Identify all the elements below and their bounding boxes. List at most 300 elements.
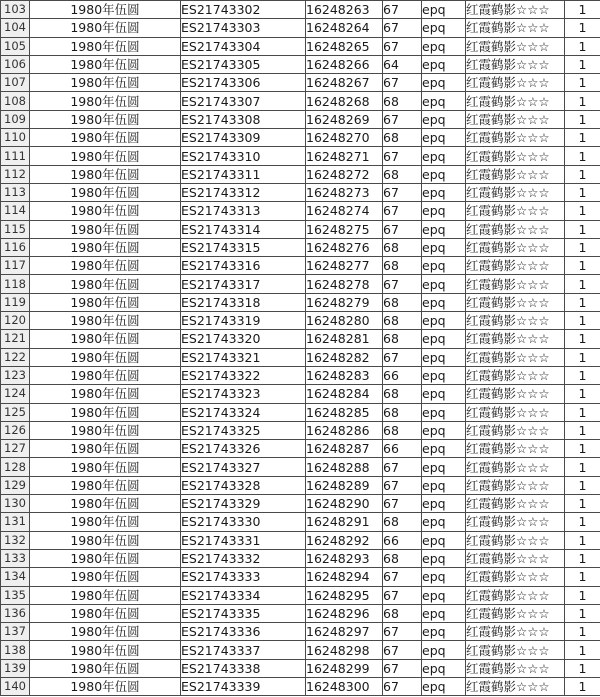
title-cell[interactable]: 1980年伍圆 [30,421,181,439]
quantity-cell[interactable]: 1 [565,92,600,110]
serial-cell[interactable]: 16248266 [306,55,383,73]
grade-cell[interactable]: 67 [383,641,422,659]
star-label-cell[interactable]: 红霞鹤影☆☆☆ [466,293,565,311]
title-cell[interactable]: 1980年伍圆 [30,586,181,604]
quantity-cell[interactable]: 1 [565,37,600,55]
quantity-cell[interactable]: 1 [565,183,600,201]
grade-cell[interactable]: 67 [383,202,422,220]
grade-cell[interactable]: 67 [383,19,422,37]
title-cell[interactable]: 1980年伍圆 [30,183,181,201]
label-cell[interactable]: epq [422,623,466,641]
grade-cell[interactable]: 68 [383,165,422,183]
label-cell[interactable]: epq [422,74,466,92]
serial-cell[interactable]: 16248298 [306,641,383,659]
label-cell[interactable]: epq [422,129,466,147]
title-cell[interactable]: 1980年伍圆 [30,19,181,37]
label-cell[interactable]: epq [422,476,466,494]
grade-cell[interactable]: 67 [383,275,422,293]
quantity-cell[interactable]: 1 [565,129,600,147]
grade-cell[interactable]: 66 [383,366,422,384]
title-cell[interactable]: 1980年伍圆 [30,147,181,165]
label-cell[interactable]: epq [422,147,466,165]
serial-cell[interactable]: 16248282 [306,348,383,366]
label-cell[interactable]: epq [422,220,466,238]
row-number-cell[interactable]: 109 [1,110,30,128]
row-number-cell[interactable]: 131 [1,513,30,531]
serial-cell[interactable]: 16248288 [306,458,383,476]
code-cell[interactable]: ES21743321 [181,348,306,366]
code-cell[interactable]: ES21743318 [181,293,306,311]
title-cell[interactable]: 1980年伍圆 [30,293,181,311]
code-cell[interactable]: ES21743316 [181,257,306,275]
row-number-cell[interactable]: 121 [1,330,30,348]
quantity-cell[interactable]: 1 [565,623,600,641]
serial-cell[interactable]: 16248269 [306,110,383,128]
serial-cell[interactable]: 16248293 [306,549,383,567]
quantity-cell[interactable]: 1 [565,677,600,695]
grade-cell[interactable]: 67 [383,586,422,604]
grade-cell[interactable]: 68 [383,403,422,421]
serial-cell[interactable]: 16248292 [306,531,383,549]
grade-cell[interactable]: 68 [383,238,422,256]
row-number-cell[interactable]: 126 [1,421,30,439]
label-cell[interactable]: epq [422,183,466,201]
row-number-cell[interactable]: 139 [1,659,30,677]
row-number-cell[interactable]: 105 [1,37,30,55]
quantity-cell[interactable]: 1 [565,385,600,403]
grade-cell[interactable]: 67 [383,37,422,55]
star-label-cell[interactable]: 红霞鹤影☆☆☆ [466,19,565,37]
label-cell[interactable]: epq [422,495,466,513]
quantity-cell[interactable]: 1 [565,440,600,458]
label-cell[interactable]: epq [422,275,466,293]
grade-cell[interactable]: 67 [383,458,422,476]
star-label-cell[interactable]: 红霞鹤影☆☆☆ [466,458,565,476]
label-cell[interactable]: epq [422,37,466,55]
quantity-cell[interactable]: 1 [565,74,600,92]
grade-cell[interactable]: 67 [383,110,422,128]
serial-cell[interactable]: 16248264 [306,19,383,37]
grade-cell[interactable]: 67 [383,348,422,366]
title-cell[interactable]: 1980年伍圆 [30,1,181,19]
quantity-cell[interactable]: 1 [565,19,600,37]
label-cell[interactable]: epq [422,19,466,37]
grade-cell[interactable]: 67 [383,677,422,695]
title-cell[interactable]: 1980年伍圆 [30,641,181,659]
star-label-cell[interactable]: 红霞鹤影☆☆☆ [466,586,565,604]
title-cell[interactable]: 1980年伍圆 [30,92,181,110]
label-cell[interactable]: epq [422,330,466,348]
quantity-cell[interactable]: 1 [565,568,600,586]
title-cell[interactable]: 1980年伍圆 [30,257,181,275]
quantity-cell[interactable]: 1 [565,586,600,604]
label-cell[interactable]: epq [422,586,466,604]
label-cell[interactable]: epq [422,55,466,73]
code-cell[interactable]: ES21743320 [181,330,306,348]
serial-cell[interactable]: 16248278 [306,275,383,293]
quantity-cell[interactable]: 1 [565,659,600,677]
row-number-cell[interactable]: 133 [1,549,30,567]
star-label-cell[interactable]: 红霞鹤影☆☆☆ [466,385,565,403]
row-number-cell[interactable]: 114 [1,202,30,220]
title-cell[interactable]: 1980年伍圆 [30,37,181,55]
title-cell[interactable]: 1980年伍圆 [30,531,181,549]
serial-cell[interactable]: 16248280 [306,312,383,330]
quantity-cell[interactable]: 1 [565,293,600,311]
title-cell[interactable]: 1980年伍圆 [30,458,181,476]
serial-cell[interactable]: 16248277 [306,257,383,275]
title-cell[interactable]: 1980年伍圆 [30,129,181,147]
star-label-cell[interactable]: 红霞鹤影☆☆☆ [466,641,565,659]
star-label-cell[interactable]: 红霞鹤影☆☆☆ [466,623,565,641]
serial-cell[interactable]: 16248263 [306,1,383,19]
grade-cell[interactable]: 68 [383,129,422,147]
code-cell[interactable]: ES21743331 [181,531,306,549]
star-label-cell[interactable]: 红霞鹤影☆☆☆ [466,147,565,165]
title-cell[interactable]: 1980年伍圆 [30,275,181,293]
grade-cell[interactable]: 68 [383,513,422,531]
code-cell[interactable]: ES21743334 [181,586,306,604]
row-number-cell[interactable]: 125 [1,403,30,421]
title-cell[interactable]: 1980年伍圆 [30,677,181,695]
serial-cell[interactable]: 16248281 [306,330,383,348]
star-label-cell[interactable]: 红霞鹤影☆☆☆ [466,74,565,92]
title-cell[interactable]: 1980年伍圆 [30,623,181,641]
grade-cell[interactable]: 68 [383,549,422,567]
code-cell[interactable]: ES21743326 [181,440,306,458]
quantity-cell[interactable]: 1 [565,531,600,549]
grade-cell[interactable]: 67 [383,476,422,494]
grade-cell[interactable]: 67 [383,568,422,586]
row-number-cell[interactable]: 127 [1,440,30,458]
code-cell[interactable]: ES21743315 [181,238,306,256]
code-cell[interactable]: ES21743322 [181,366,306,384]
code-cell[interactable]: ES21743332 [181,549,306,567]
serial-cell[interactable]: 16248275 [306,220,383,238]
star-label-cell[interactable]: 红霞鹤影☆☆☆ [466,1,565,19]
star-label-cell[interactable]: 红霞鹤影☆☆☆ [466,604,565,622]
code-cell[interactable]: ES21743324 [181,403,306,421]
row-number-cell[interactable]: 118 [1,275,30,293]
title-cell[interactable]: 1980年伍圆 [30,74,181,92]
label-cell[interactable]: epq [422,421,466,439]
quantity-cell[interactable]: 1 [565,330,600,348]
row-number-cell[interactable]: 134 [1,568,30,586]
grade-cell[interactable]: 68 [383,385,422,403]
code-cell[interactable]: ES21743333 [181,568,306,586]
serial-cell[interactable]: 16248286 [306,421,383,439]
code-cell[interactable]: ES21743339 [181,677,306,695]
star-label-cell[interactable]: 红霞鹤影☆☆☆ [466,238,565,256]
row-number-cell[interactable]: 117 [1,257,30,275]
row-number-cell[interactable]: 137 [1,623,30,641]
serial-cell[interactable]: 16248289 [306,476,383,494]
title-cell[interactable]: 1980年伍圆 [30,604,181,622]
star-label-cell[interactable]: 红霞鹤影☆☆☆ [466,183,565,201]
grade-cell[interactable]: 67 [383,659,422,677]
serial-cell[interactable]: 16248276 [306,238,383,256]
grade-cell[interactable]: 68 [383,604,422,622]
quantity-cell[interactable]: 1 [565,238,600,256]
label-cell[interactable]: epq [422,385,466,403]
serial-cell[interactable]: 16248272 [306,165,383,183]
label-cell[interactable]: epq [422,440,466,458]
title-cell[interactable]: 1980年伍圆 [30,659,181,677]
label-cell[interactable]: epq [422,238,466,256]
code-cell[interactable]: ES21743304 [181,37,306,55]
grade-cell[interactable]: 67 [383,147,422,165]
title-cell[interactable]: 1980年伍圆 [30,165,181,183]
grade-cell[interactable]: 67 [383,220,422,238]
row-number-cell[interactable]: 107 [1,74,30,92]
title-cell[interactable]: 1980年伍圆 [30,440,181,458]
star-label-cell[interactable]: 红霞鹤影☆☆☆ [466,531,565,549]
quantity-cell[interactable]: 1 [565,458,600,476]
row-number-cell[interactable]: 106 [1,55,30,73]
quantity-cell[interactable]: 1 [565,495,600,513]
serial-cell[interactable]: 16248295 [306,586,383,604]
serial-cell[interactable]: 16248290 [306,495,383,513]
row-number-cell[interactable]: 119 [1,293,30,311]
code-cell[interactable]: ES21743323 [181,385,306,403]
star-label-cell[interactable]: 红霞鹤影☆☆☆ [466,275,565,293]
star-label-cell[interactable]: 红霞鹤影☆☆☆ [466,110,565,128]
row-number-cell[interactable]: 122 [1,348,30,366]
star-label-cell[interactable]: 红霞鹤影☆☆☆ [466,312,565,330]
label-cell[interactable]: epq [422,165,466,183]
label-cell[interactable]: epq [422,531,466,549]
serial-cell[interactable]: 16248271 [306,147,383,165]
serial-cell[interactable]: 16248300 [306,677,383,695]
star-label-cell[interactable]: 红霞鹤影☆☆☆ [466,92,565,110]
serial-cell[interactable]: 16248274 [306,202,383,220]
row-number-cell[interactable]: 103 [1,1,30,19]
code-cell[interactable]: ES21743309 [181,129,306,147]
code-cell[interactable]: ES21743325 [181,421,306,439]
quantity-cell[interactable]: 1 [565,403,600,421]
star-label-cell[interactable]: 红霞鹤影☆☆☆ [466,421,565,439]
code-cell[interactable]: ES21743338 [181,659,306,677]
title-cell[interactable]: 1980年伍圆 [30,348,181,366]
star-label-cell[interactable]: 红霞鹤影☆☆☆ [466,366,565,384]
label-cell[interactable]: epq [422,110,466,128]
code-cell[interactable]: ES21743314 [181,220,306,238]
row-number-cell[interactable]: 130 [1,495,30,513]
star-label-cell[interactable]: 红霞鹤影☆☆☆ [466,330,565,348]
label-cell[interactable]: epq [422,202,466,220]
star-label-cell[interactable]: 红霞鹤影☆☆☆ [466,129,565,147]
code-cell[interactable]: ES21743308 [181,110,306,128]
title-cell[interactable]: 1980年伍圆 [30,385,181,403]
label-cell[interactable]: epq [422,604,466,622]
title-cell[interactable]: 1980年伍圆 [30,220,181,238]
row-number-cell[interactable]: 108 [1,92,30,110]
row-number-cell[interactable]: 124 [1,385,30,403]
star-label-cell[interactable]: 红霞鹤影☆☆☆ [466,165,565,183]
star-label-cell[interactable]: 红霞鹤影☆☆☆ [466,403,565,421]
title-cell[interactable]: 1980年伍圆 [30,568,181,586]
quantity-cell[interactable]: 1 [565,220,600,238]
title-cell[interactable]: 1980年伍圆 [30,330,181,348]
star-label-cell[interactable]: 红霞鹤影☆☆☆ [466,220,565,238]
code-cell[interactable]: ES21743312 [181,183,306,201]
star-label-cell[interactable]: 红霞鹤影☆☆☆ [466,549,565,567]
quantity-cell[interactable]: 1 [565,421,600,439]
grade-cell[interactable]: 67 [383,623,422,641]
row-number-cell[interactable]: 104 [1,19,30,37]
label-cell[interactable]: epq [422,641,466,659]
label-cell[interactable]: epq [422,293,466,311]
label-cell[interactable]: epq [422,513,466,531]
grade-cell[interactable]: 68 [383,312,422,330]
label-cell[interactable]: epq [422,257,466,275]
star-label-cell[interactable]: 红霞鹤影☆☆☆ [466,257,565,275]
grade-cell[interactable]: 66 [383,531,422,549]
serial-cell[interactable]: 16248297 [306,623,383,641]
grade-cell[interactable]: 67 [383,1,422,19]
serial-cell[interactable]: 16248284 [306,385,383,403]
code-cell[interactable]: ES21743317 [181,275,306,293]
code-cell[interactable]: ES21743335 [181,604,306,622]
title-cell[interactable]: 1980年伍圆 [30,495,181,513]
code-cell[interactable]: ES21743330 [181,513,306,531]
quantity-cell[interactable]: 1 [565,366,600,384]
row-number-cell[interactable]: 138 [1,641,30,659]
code-cell[interactable]: ES21743305 [181,55,306,73]
grade-cell[interactable]: 68 [383,293,422,311]
code-cell[interactable]: ES21743303 [181,19,306,37]
code-cell[interactable]: ES21743336 [181,623,306,641]
label-cell[interactable]: epq [422,366,466,384]
serial-cell[interactable]: 16248287 [306,440,383,458]
row-number-cell[interactable]: 110 [1,129,30,147]
label-cell[interactable]: epq [422,403,466,421]
quantity-cell[interactable]: 1 [565,202,600,220]
row-number-cell[interactable]: 128 [1,458,30,476]
code-cell[interactable]: ES21743310 [181,147,306,165]
code-cell[interactable]: ES21743327 [181,458,306,476]
code-cell[interactable]: ES21743329 [181,495,306,513]
code-cell[interactable]: ES21743302 [181,1,306,19]
label-cell[interactable]: epq [422,92,466,110]
label-cell[interactable]: epq [422,458,466,476]
code-cell[interactable]: ES21743337 [181,641,306,659]
star-label-cell[interactable]: 红霞鹤影☆☆☆ [466,495,565,513]
row-number-cell[interactable]: 120 [1,312,30,330]
star-label-cell[interactable]: 红霞鹤影☆☆☆ [466,202,565,220]
row-number-cell[interactable]: 112 [1,165,30,183]
quantity-cell[interactable]: 1 [565,549,600,567]
row-number-cell[interactable]: 132 [1,531,30,549]
grade-cell[interactable]: 68 [383,257,422,275]
row-number-cell[interactable]: 111 [1,147,30,165]
serial-cell[interactable]: 16248270 [306,129,383,147]
quantity-cell[interactable]: 1 [565,257,600,275]
row-number-cell[interactable]: 129 [1,476,30,494]
quantity-cell[interactable]: 1 [565,513,600,531]
code-cell[interactable]: ES21743306 [181,74,306,92]
star-label-cell[interactable]: 红霞鹤影☆☆☆ [466,677,565,695]
star-label-cell[interactable]: 红霞鹤影☆☆☆ [466,476,565,494]
label-cell[interactable]: epq [422,568,466,586]
star-label-cell[interactable]: 红霞鹤影☆☆☆ [466,440,565,458]
quantity-cell[interactable]: 1 [565,604,600,622]
serial-cell[interactable]: 16248291 [306,513,383,531]
serial-cell[interactable]: 16248267 [306,74,383,92]
grade-cell[interactable]: 66 [383,440,422,458]
grade-cell[interactable]: 68 [383,330,422,348]
serial-cell[interactable]: 16248285 [306,403,383,421]
row-number-cell[interactable]: 123 [1,366,30,384]
star-label-cell[interactable]: 红霞鹤影☆☆☆ [466,568,565,586]
title-cell[interactable]: 1980年伍圆 [30,513,181,531]
code-cell[interactable]: ES21743307 [181,92,306,110]
title-cell[interactable]: 1980年伍圆 [30,312,181,330]
quantity-cell[interactable]: 1 [565,476,600,494]
title-cell[interactable]: 1980年伍圆 [30,403,181,421]
quantity-cell[interactable]: 1 [565,55,600,73]
row-number-cell[interactable]: 116 [1,238,30,256]
serial-cell[interactable]: 16248273 [306,183,383,201]
serial-cell[interactable]: 16248279 [306,293,383,311]
serial-cell[interactable]: 16248296 [306,604,383,622]
star-label-cell[interactable]: 红霞鹤影☆☆☆ [466,348,565,366]
serial-cell[interactable]: 16248268 [306,92,383,110]
serial-cell[interactable]: 16248265 [306,37,383,55]
label-cell[interactable]: epq [422,549,466,567]
grade-cell[interactable]: 68 [383,421,422,439]
star-label-cell[interactable]: 红霞鹤影☆☆☆ [466,37,565,55]
label-cell[interactable]: epq [422,348,466,366]
quantity-cell[interactable]: 1 [565,312,600,330]
label-cell[interactable]: epq [422,1,466,19]
row-number-cell[interactable]: 115 [1,220,30,238]
quantity-cell[interactable]: 1 [565,1,600,19]
star-label-cell[interactable]: 红霞鹤影☆☆☆ [466,55,565,73]
quantity-cell[interactable]: 1 [565,641,600,659]
title-cell[interactable]: 1980年伍圆 [30,476,181,494]
code-cell[interactable]: ES21743328 [181,476,306,494]
grade-cell[interactable]: 64 [383,55,422,73]
quantity-cell[interactable]: 1 [565,147,600,165]
quantity-cell[interactable]: 1 [565,165,600,183]
label-cell[interactable]: epq [422,659,466,677]
row-number-cell[interactable]: 113 [1,183,30,201]
title-cell[interactable]: 1980年伍圆 [30,55,181,73]
title-cell[interactable]: 1980年伍圆 [30,202,181,220]
grade-cell[interactable]: 67 [383,74,422,92]
label-cell[interactable]: epq [422,677,466,695]
code-cell[interactable]: ES21743313 [181,202,306,220]
grade-cell[interactable]: 68 [383,92,422,110]
title-cell[interactable]: 1980年伍圆 [30,549,181,567]
star-label-cell[interactable]: 红霞鹤影☆☆☆ [466,513,565,531]
serial-cell[interactable]: 16248283 [306,366,383,384]
quantity-cell[interactable]: 1 [565,110,600,128]
title-cell[interactable]: 1980年伍圆 [30,238,181,256]
grade-cell[interactable]: 67 [383,495,422,513]
title-cell[interactable]: 1980年伍圆 [30,366,181,384]
title-cell[interactable]: 1980年伍圆 [30,110,181,128]
row-number-cell[interactable]: 136 [1,604,30,622]
code-cell[interactable]: ES21743319 [181,312,306,330]
serial-cell[interactable]: 16248294 [306,568,383,586]
quantity-cell[interactable]: 1 [565,275,600,293]
row-number-cell[interactable]: 135 [1,586,30,604]
quantity-cell[interactable]: 1 [565,348,600,366]
star-label-cell[interactable]: 红霞鹤影☆☆☆ [466,659,565,677]
serial-cell[interactable]: 16248299 [306,659,383,677]
